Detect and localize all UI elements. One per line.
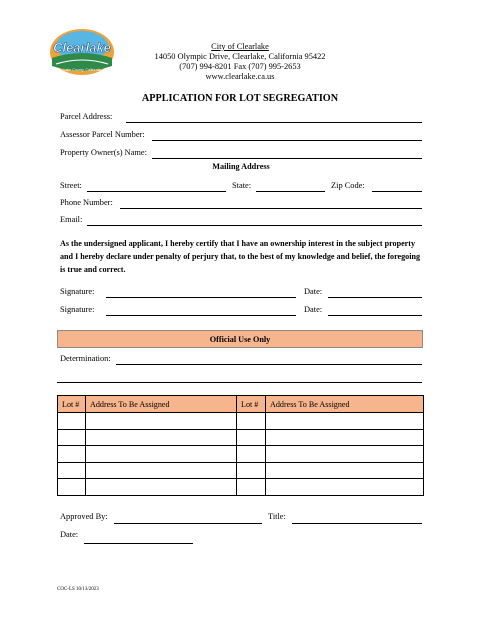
signature-date-label: Date: <box>304 305 323 314</box>
table-row <box>58 413 424 430</box>
address-cell[interactable] <box>86 413 237 430</box>
approval-title-field[interactable] <box>292 523 422 524</box>
lot-number-cell[interactable] <box>237 429 266 446</box>
signature-field[interactable] <box>106 297 296 298</box>
column-header-lot-number: Lot # <box>58 396 86 413</box>
zip-code-label: Zip Code: <box>331 181 365 190</box>
lot-number-cell[interactable] <box>237 479 266 496</box>
city-name: City of Clearlake <box>211 42 269 51</box>
table-row <box>58 462 424 479</box>
logo-tagline: Lake County, California <box>63 68 101 72</box>
lot-number-cell[interactable] <box>58 462 86 479</box>
determination-field[interactable] <box>116 364 422 365</box>
email-field[interactable] <box>87 225 422 226</box>
table-row <box>58 429 424 446</box>
mailing-address-heading: Mailing Address <box>212 162 270 171</box>
column-header-lot-number: Lot # <box>237 396 266 413</box>
property-owners-name-field[interactable] <box>152 158 422 159</box>
city-logo <box>48 26 116 76</box>
lot-number-cell[interactable] <box>58 479 86 496</box>
property-owners-name-label: Property Owner(s) Name: <box>60 148 147 157</box>
address-cell[interactable] <box>86 479 237 496</box>
address-cell[interactable] <box>266 429 424 446</box>
table-header-row <box>58 396 424 413</box>
lot-address-table <box>57 395 424 496</box>
phone-number-label: Phone Number: <box>60 198 113 207</box>
address-cell[interactable] <box>86 429 237 446</box>
signature-date-label: Date: <box>304 287 323 296</box>
street-field[interactable] <box>87 191 226 192</box>
determination-label: Determination: <box>60 354 111 363</box>
lot-number-cell[interactable] <box>237 446 266 463</box>
assessor-parcel-number-field[interactable] <box>152 140 422 141</box>
phone-number-field[interactable] <box>120 208 422 209</box>
logo-brand-text: Clearlake <box>53 40 111 55</box>
address-cell[interactable] <box>266 462 424 479</box>
column-header-address: Address To Be Assigned <box>86 396 237 413</box>
address-cell[interactable] <box>266 413 424 430</box>
lot-number-cell[interactable] <box>58 446 86 463</box>
approval-date-label: Date: <box>60 530 79 539</box>
address-cell[interactable] <box>86 462 237 479</box>
approved-by-label: Approved By: <box>60 512 108 521</box>
city-address: 14050 Olympic Drive, Clearlake, California 95422 <box>154 52 326 61</box>
determination-field-line-2[interactable] <box>57 382 422 383</box>
table-row <box>58 446 424 463</box>
state-field[interactable] <box>256 191 325 192</box>
signature-date-field[interactable] <box>328 315 422 316</box>
lot-number-cell[interactable] <box>237 462 266 479</box>
city-phones: (707) 994-8201 Fax (707) 995-2653 <box>179 62 301 71</box>
signature-label: Signature: <box>60 287 95 296</box>
signature-label: Signature: <box>60 305 95 314</box>
form-code-footer: COC-LS 10/13/2023 <box>57 587 99 592</box>
official-use-header: Official Use Only <box>57 330 423 348</box>
email-label: Email: <box>60 215 83 224</box>
lot-number-cell[interactable] <box>58 429 86 446</box>
parcel-address-field[interactable] <box>126 122 422 123</box>
parcel-address-label: Parcel Address: <box>60 112 113 121</box>
assessor-parcel-number-label: Assessor Parcel Number: <box>60 130 145 139</box>
lot-number-cell[interactable] <box>58 413 86 430</box>
certification-statement: As the undersigned applicant, I hereby certify that I have an ownership interest in the subject property and I hereby declare under penalty of perjury that, to the best of my knowledge and belief, the foregoing is true and correct. <box>60 239 421 274</box>
approval-title-label: Title: <box>268 512 286 521</box>
zip-code-field[interactable] <box>372 191 422 192</box>
approved-by-field[interactable] <box>114 523 262 524</box>
city-website: www.clearlake.ca.us <box>205 72 275 81</box>
address-cell[interactable] <box>266 479 424 496</box>
address-cell[interactable] <box>86 446 237 463</box>
state-label: State: <box>232 181 252 190</box>
signature-date-field[interactable] <box>328 297 422 298</box>
approval-date-field[interactable] <box>84 543 193 544</box>
signature-field[interactable] <box>106 315 296 316</box>
street-label: Street: <box>60 181 82 190</box>
page-title: APPLICATION FOR LOT SEGREGATION <box>141 93 339 104</box>
lot-number-cell[interactable] <box>237 413 266 430</box>
table-row <box>58 479 424 496</box>
address-cell[interactable] <box>266 446 424 463</box>
column-header-address: Address To Be Assigned <box>266 396 424 413</box>
